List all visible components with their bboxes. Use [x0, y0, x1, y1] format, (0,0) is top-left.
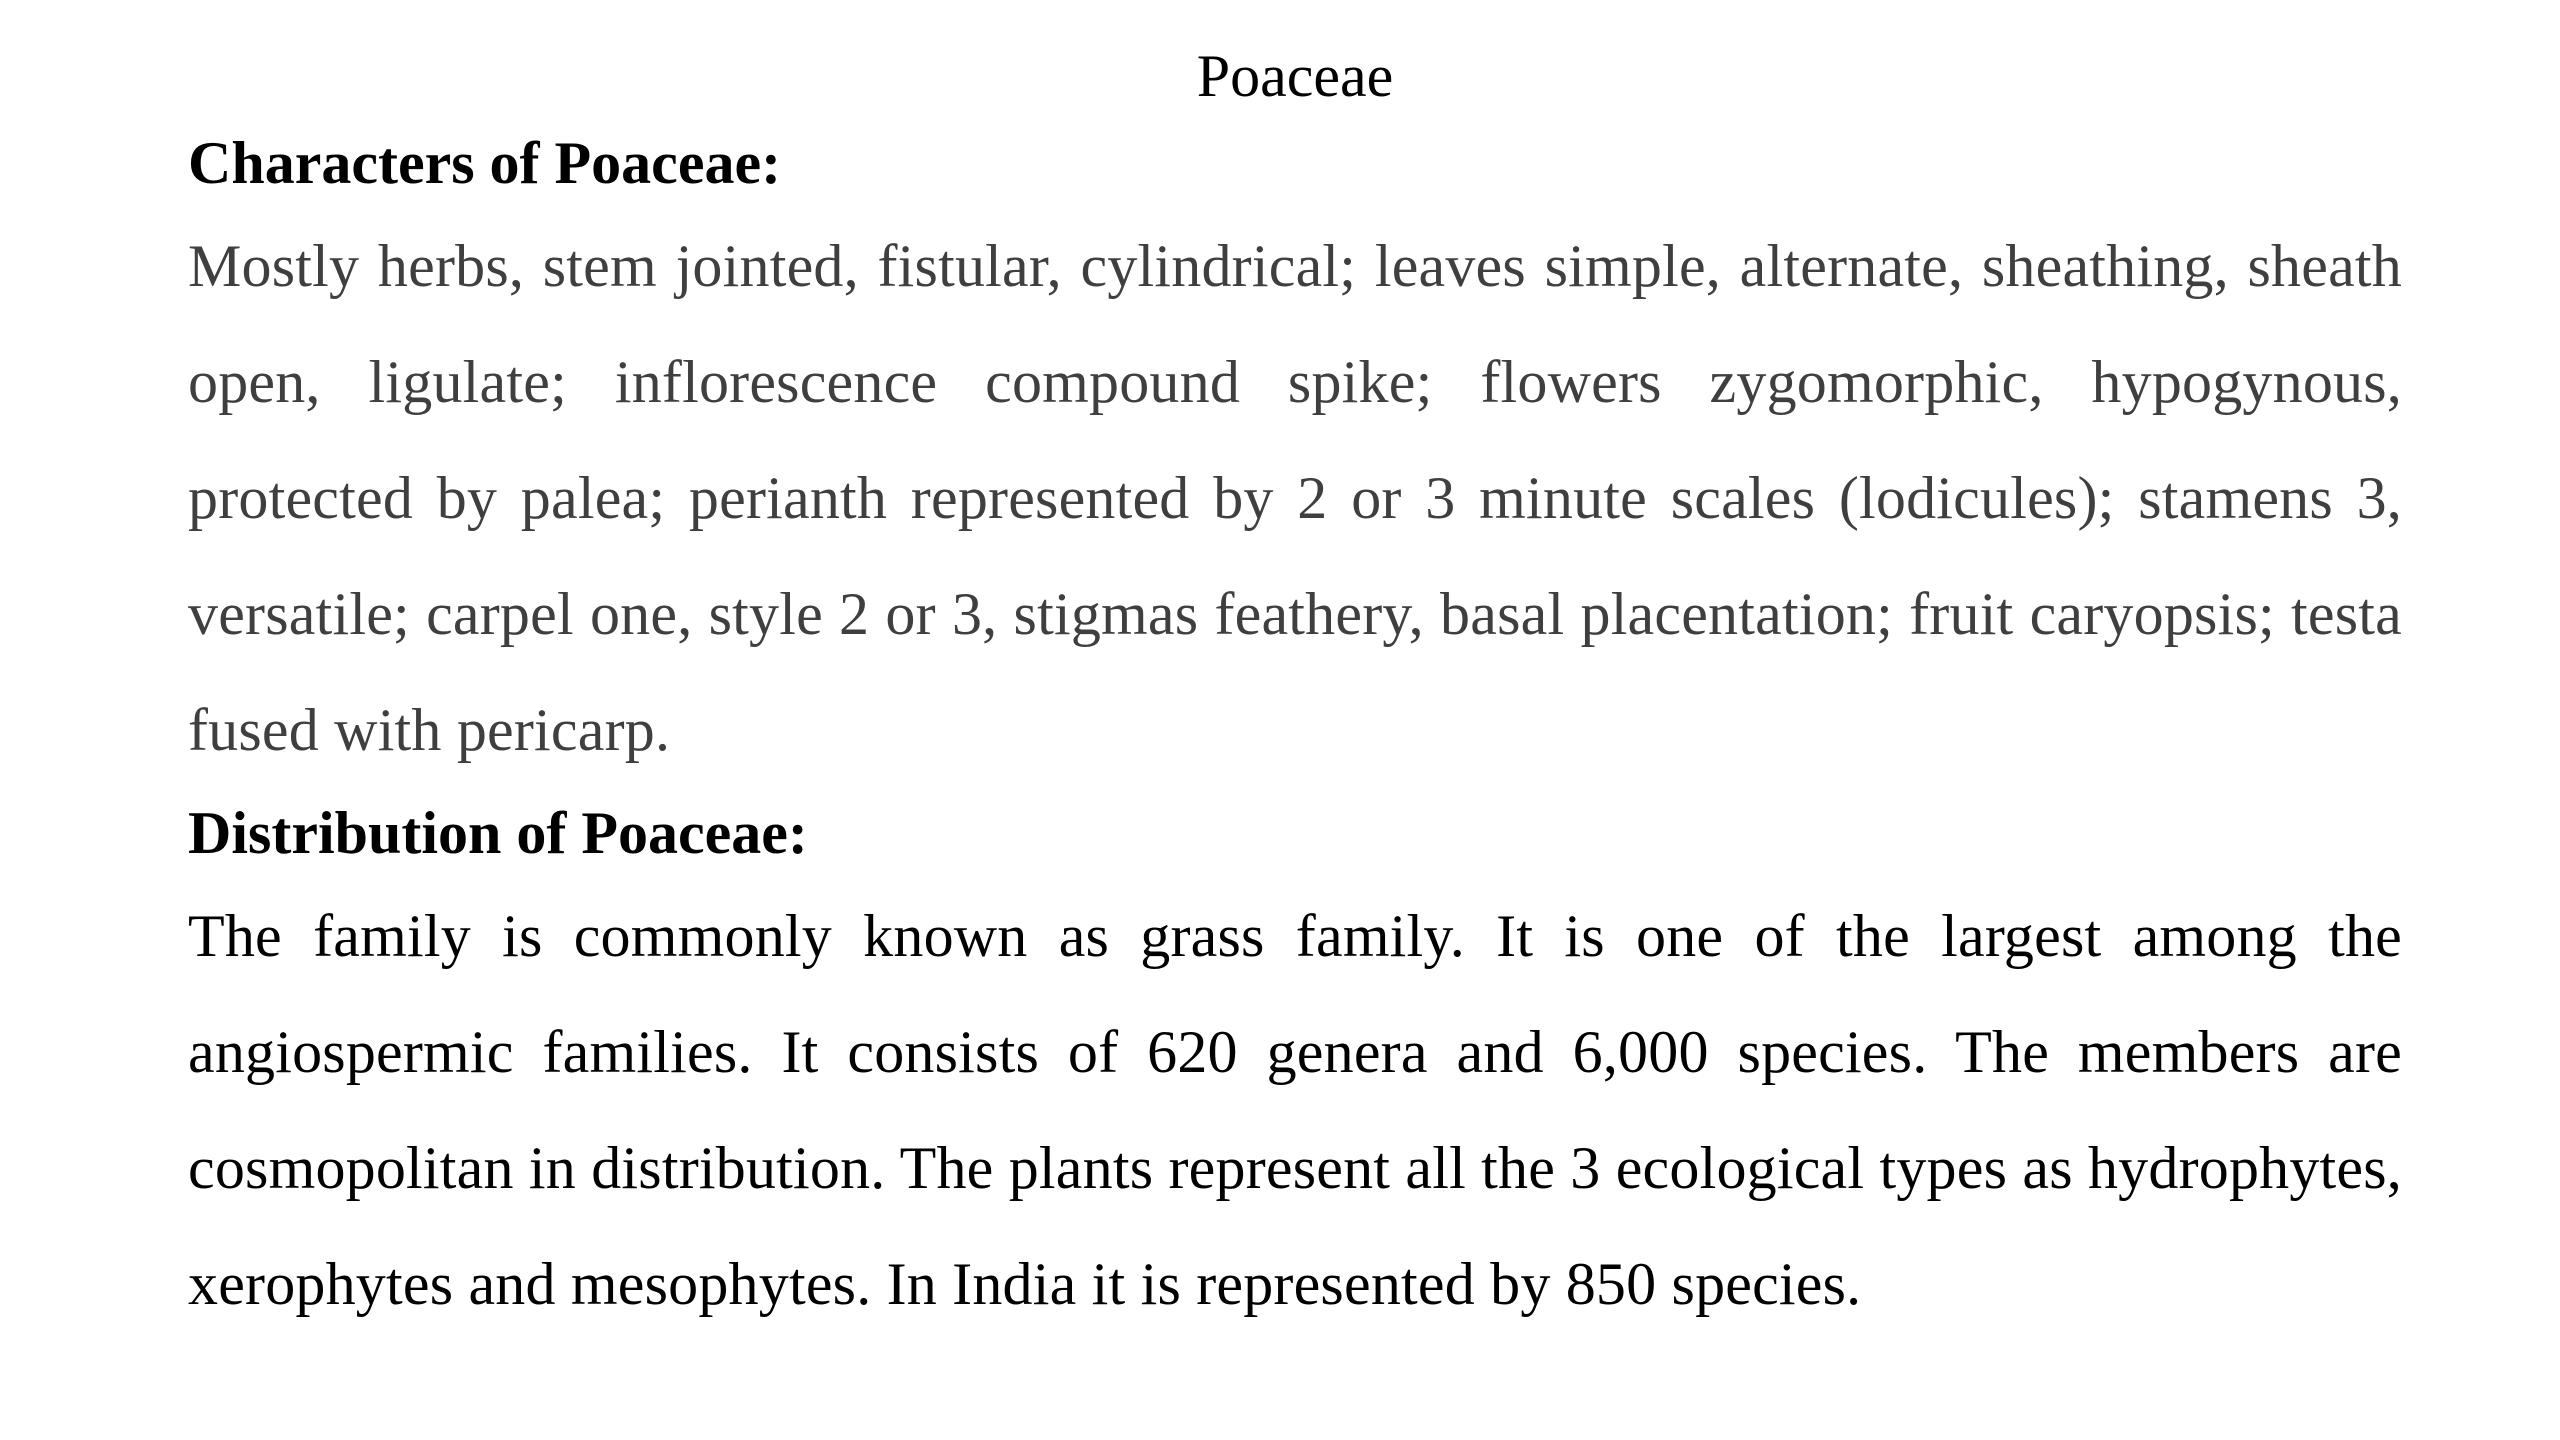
- characters-section: [188, 118, 2402, 788]
- page-title: Poaceae: [1196, 43, 1394, 109]
- document-page: [188, 36, 2402, 1342]
- distribution-heading: Distribution of Poaceae:: [188, 800, 808, 866]
- characters-paragraph: Mostly herbs, stem jointed, fistular, cylindrical; leaves simple, alternate, sheathing, sheath open, ligulate; inflorescence compound spike; flowers zygomorphic, hypogynous, protected by palea; perianth represented by 2 or 3 minute scales (lodicules); stamens 3, versatile; carpel one, style 2 or 3, stigmas feathery, basal placentation; fruit caryopsis; testa fused with pericarp.: [188, 233, 2402, 763]
- characters-heading: Characters of Poaceae:: [188, 130, 782, 196]
- distribution-paragraph: The family is commonly known as grass family. It is one of the largest among the angiospermic families. It consists of 620 genera and 6,000 species. The members are cosmopolitan in distribution. The plants represent all the 3 ecological types as hydrophytes, xerophytes and mesophytes. In India it is represented by 850 species.: [188, 903, 2402, 1317]
- distribution-section: [188, 788, 2402, 1342]
